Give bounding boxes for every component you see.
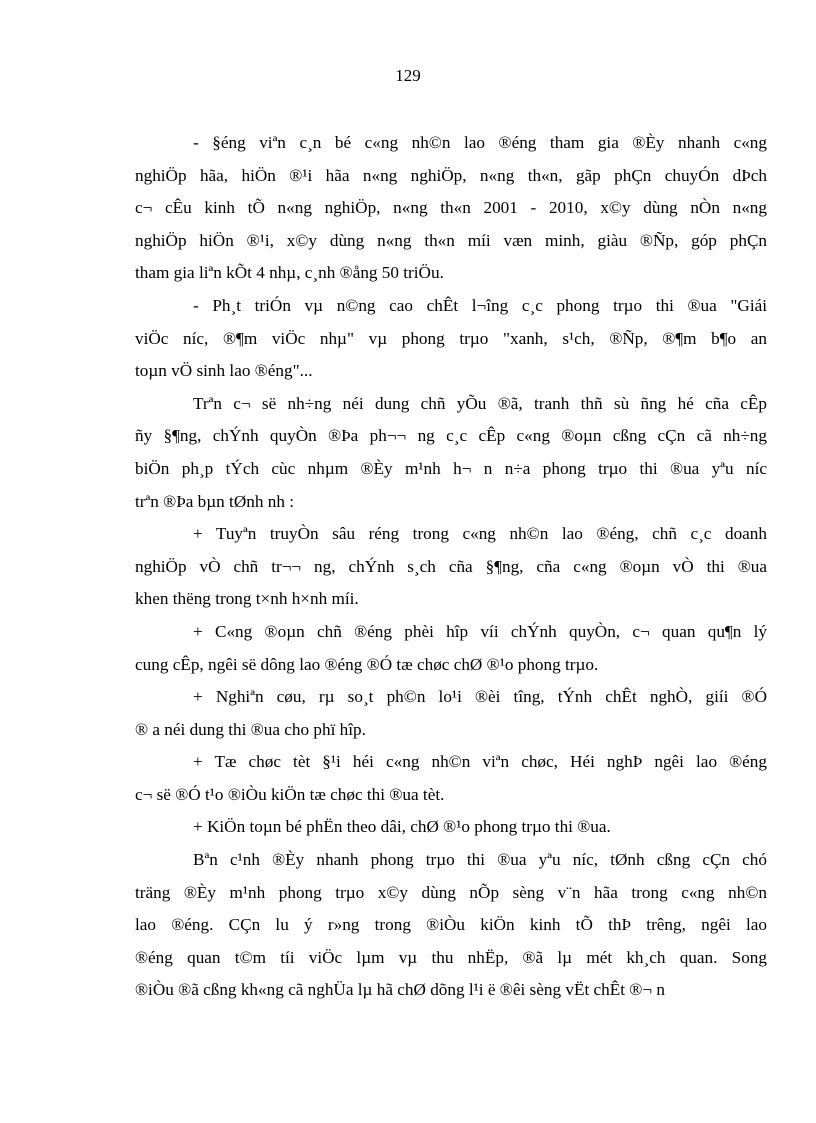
text-line: khen thëng trong t×nh h×nh míi. (135, 589, 359, 609)
text-line: + Tuyªn truyÒn sâu réng trong c«ng nh©n lao ®éng, chñ c¸c doanh (193, 524, 767, 544)
paragraph (135, 811, 767, 844)
text-line: toµn vÖ sinh lao ®éng"... (135, 361, 313, 381)
text-line: + C«ng ®oµn chñ ®éng phèi hîp víi chÝnh quyÒn, c¬ quan qu¶n lý (193, 621, 767, 641)
text-line: ñy §¶ng, chÝnh quyÒn ®Þa ph¬¬ ng c¸c cÊp c«ng ®oµn cßng cÇn cã nh÷ng (135, 426, 767, 446)
text-line: - §éng viªn c¸n bé c«ng nh©n lao ®éng tham gia ®Èy nhanh c«ng (193, 133, 767, 152)
text-line: tham gia liªn kÕt 4 nhµ, c¸nh ®ång 50 triÖu. (135, 263, 444, 283)
paragraph (135, 616, 767, 681)
text-line: + Nghiªn cøu, rµ so¸t ph©n lo¹i ®èi tîng, tÝnh chÊt nghÒ, giíi ®Ó (193, 687, 767, 707)
paragraph (135, 844, 767, 1007)
text-line: trªn ®Þa bµn tØnh nh : (135, 491, 294, 511)
text-line: nghiÖp hãa, hiÖn ®¹i hãa n«ng nghiÖp, n«ng th«n, gãp phÇn chuyÓn dÞch (135, 165, 767, 185)
text-line: ® a néi dung thi ®ua cho phï hîp. (135, 719, 366, 739)
page-number: 129 (395, 66, 421, 85)
text-line: + Tæ chøc tèt §¹i héi c«ng nh©n viªn chøc, Héi nghÞ ngêi lao ®éng (193, 752, 767, 772)
paragraph (135, 290, 767, 388)
body-text (135, 127, 767, 1007)
text-line: c¬ cÊu kinh tÕ n«ng nghiÖp, n«ng th«n 2001 - 2010, x©y dùng nÒn n«ng (135, 198, 767, 218)
paragraph (135, 127, 767, 290)
text-line: ®éng quan t©m tíi viÖc lµm vµ thu nhËp, ®ã lµ mét kh¸ch quan. Song (135, 947, 767, 967)
text-line: Bªn c¹nh ®Èy nhanh phong trµo thi ®ua yªu níc, tØnh cßng cÇn chó (193, 850, 767, 870)
text-line: nghiÖp hiÖn ®¹i, x©y dùng n«ng th«n míi væn minh, giàu ®Ñp, góp phÇn (135, 230, 767, 250)
text-line: lao ®éng. CÇn lu ý r»ng trong ®iÒu kiÖn kinh tÕ thÞ trêng, ngêi lao (135, 915, 767, 935)
text-line: Trªn c¬ së nh÷ng néi dung chñ yÕu ®ã, tranh thñ sù ñng hé cña cÊp (193, 393, 767, 413)
paragraph (135, 518, 767, 616)
text-line: biÖn ph¸p tÝch cùc nhµm ®Èy m¹nh h¬ n n÷a phong trµo thi ®ua yªu níc (135, 458, 767, 478)
text-line: + KiÖn toµn bé phËn theo dâi, chØ ®¹o phong trµo thi ®ua. (193, 817, 611, 837)
text-line: ®iÒu ®ã cßng kh«ng cã nghÜa lµ hã chØ dõng l¹i ë ®êi sèng vËt chÊt ®¬ n (135, 980, 665, 1000)
paragraph (135, 388, 767, 518)
text-line: träng ®Èy m¹nh phong trµo x©y dùng nÕp sèng v¨n hãa trong c«ng nh©n (135, 882, 767, 902)
text-line: - Ph¸t triÓn vµ n©ng cao chÊt l¬îng c¸c phong trµo thi ®ua "Giái (193, 295, 767, 315)
text-line: cung cÊp, ngêi së dông lao ®éng ®Ó tæ chøc chØ ®¹o phong trµo. (135, 654, 599, 674)
paragraph (135, 681, 767, 746)
text-line: viÖc níc, ®¶m viÖc nhµ" vµ phong trµo "xanh, s¹ch, ®Ñp, ®¶m b¶o an (135, 328, 767, 348)
paragraph (135, 746, 767, 811)
text-line: c¬ së ®Ó t¹o ®iÒu kiÖn tæ chøc thi ®ua tèt. (135, 784, 445, 804)
text-line: nghiÖp vÒ chñ tr¬¬ ng, chÝnh s¸ch cña §¶ng, cña c«ng ®oµn vÒ thi ®ua (135, 556, 767, 576)
